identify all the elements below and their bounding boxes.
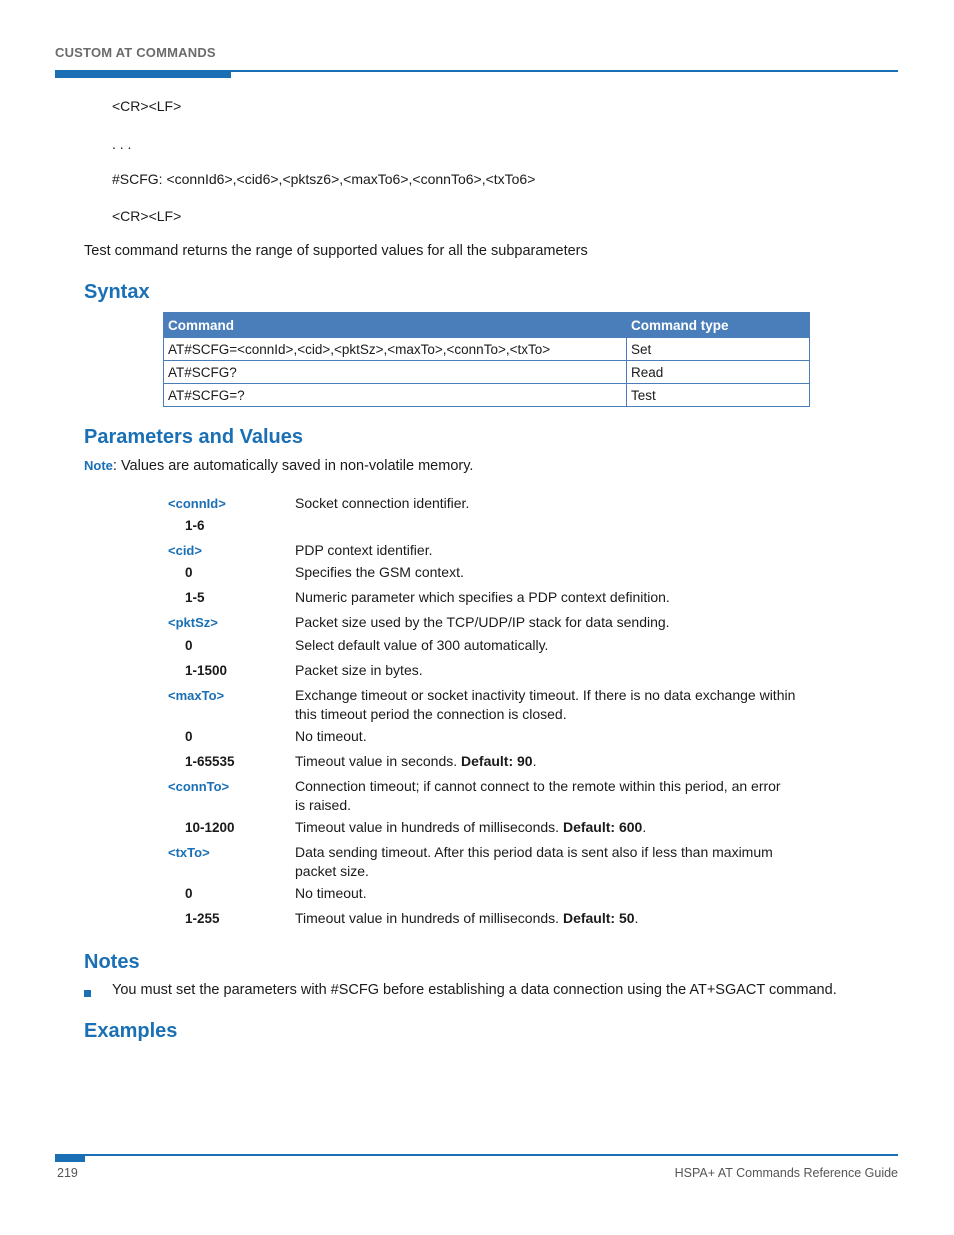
response-line: . . . — [112, 136, 132, 152]
param-value-description: Packet size in bytes. — [295, 662, 423, 678]
param-value-description: Timeout value in seconds. Default: 90. — [295, 753, 537, 769]
param-value-description: Numeric parameter which specifies a PDP context definition. — [295, 589, 670, 605]
test-command-text: Test command returns the range of supported values for all the subparameters — [84, 243, 588, 259]
param-value: 1-6 — [185, 518, 205, 533]
param-description: Connection timeout; if cannot connect to the remote within this period, an error — [295, 778, 781, 794]
response-line: #SCFG: <connId6>,<cid6>,<pktsz6>,<maxTo6>,<connTo6>,<txTo6> — [112, 171, 536, 187]
table-row — [164, 361, 810, 384]
syntax-table — [163, 312, 810, 407]
param-description: PDP context identifier. — [295, 542, 433, 558]
param-value: 1-1500 — [185, 663, 228, 678]
param-description: Packet size used by the TCP/UDP/IP stack for data sending. — [295, 614, 670, 630]
note-line — [84, 458, 473, 474]
param-value-description: Specifies the GSM context. — [295, 564, 464, 580]
param-name-connid: <connId> — [168, 496, 226, 511]
param-description: Socket connection identifier. — [295, 495, 470, 511]
param-description: Exchange timeout or socket inactivity timeout. If there is no data exchange within — [295, 687, 796, 703]
param-name-cid: <cid> — [168, 543, 202, 558]
param-value: 0 — [185, 886, 193, 901]
param-value: 10-1200 — [185, 820, 235, 835]
param-value: 1-5 — [185, 590, 205, 605]
bullet-square-icon — [84, 990, 91, 997]
param-description-continued: packet size. — [295, 863, 369, 879]
table-row — [164, 384, 810, 407]
notes-bullet-text: You must set the parameters with #SCFG before establishing a data connection using the AT+SGACT command. — [112, 982, 837, 998]
command-cell: AT#SCFG=<connId>,<cid>,<pktSz>,<maxTo>,<connTo>,<txTo> — [164, 338, 627, 361]
command-type-cell: Read — [627, 361, 810, 384]
default-value: Default: 50 — [562, 910, 635, 926]
command-cell: AT#SCFG? — [164, 361, 627, 384]
note-label: Note — [84, 458, 113, 473]
param-name-txto: <txTo> — [168, 845, 210, 860]
param-value-description: Timeout value in hundreds of milliseconds. Default: 50. — [295, 910, 639, 926]
param-value: 1-255 — [185, 911, 220, 926]
param-name-connto: <connTo> — [168, 779, 230, 794]
param-value: 1-65535 — [185, 754, 235, 769]
param-value-description: No timeout. — [295, 728, 367, 744]
response-line: <CR><LF> — [112, 208, 182, 224]
response-line: <CR><LF> — [112, 98, 182, 114]
command-cell: AT#SCFG=? — [164, 384, 627, 407]
param-value-description: Timeout value in hundreds of milliseconds. Default: 600. — [295, 819, 647, 835]
running-header: CUSTOM AT COMMANDS — [55, 45, 216, 60]
param-description: Data sending timeout. After this period data is sent also if less than maximum — [295, 844, 773, 860]
page-number: 219 — [57, 1166, 78, 1180]
param-description-continued: is raised. — [295, 797, 352, 813]
note-text: : Values are automatically saved in non-volatile memory. — [112, 458, 474, 474]
command-type-cell: Set — [627, 338, 810, 361]
column-header-command: Command — [164, 313, 627, 338]
footer-rule — [55, 1154, 898, 1156]
footer-rule-accent — [55, 1154, 85, 1162]
header-rule-accent — [55, 70, 231, 78]
notes-heading: Notes — [84, 951, 140, 973]
default-value: Default: 600 — [562, 819, 643, 835]
param-name-maxto: <maxTo> — [168, 688, 225, 703]
param-value: 0 — [185, 638, 193, 653]
examples-heading: Examples — [84, 1020, 178, 1042]
command-type-cell: Test — [627, 384, 810, 407]
default-value: Default: 90 — [461, 753, 533, 769]
syntax-heading: Syntax — [84, 281, 150, 303]
column-header-command-type: Command type — [627, 313, 810, 338]
param-name-pktsz: <pktSz> — [168, 615, 218, 630]
param-value-description: Select default value of 300 automatically. — [295, 637, 549, 653]
param-description-continued: this timeout period the connection is closed. — [295, 706, 567, 722]
parameters-heading: Parameters and Values — [84, 426, 304, 448]
table-header-row — [164, 313, 810, 338]
param-value: 0 — [185, 565, 193, 580]
document-title: HSPA+ AT Commands Reference Guide — [674, 1166, 898, 1180]
table-row — [164, 338, 810, 361]
param-value-description: No timeout. — [295, 885, 367, 901]
param-value: 0 — [185, 729, 193, 744]
